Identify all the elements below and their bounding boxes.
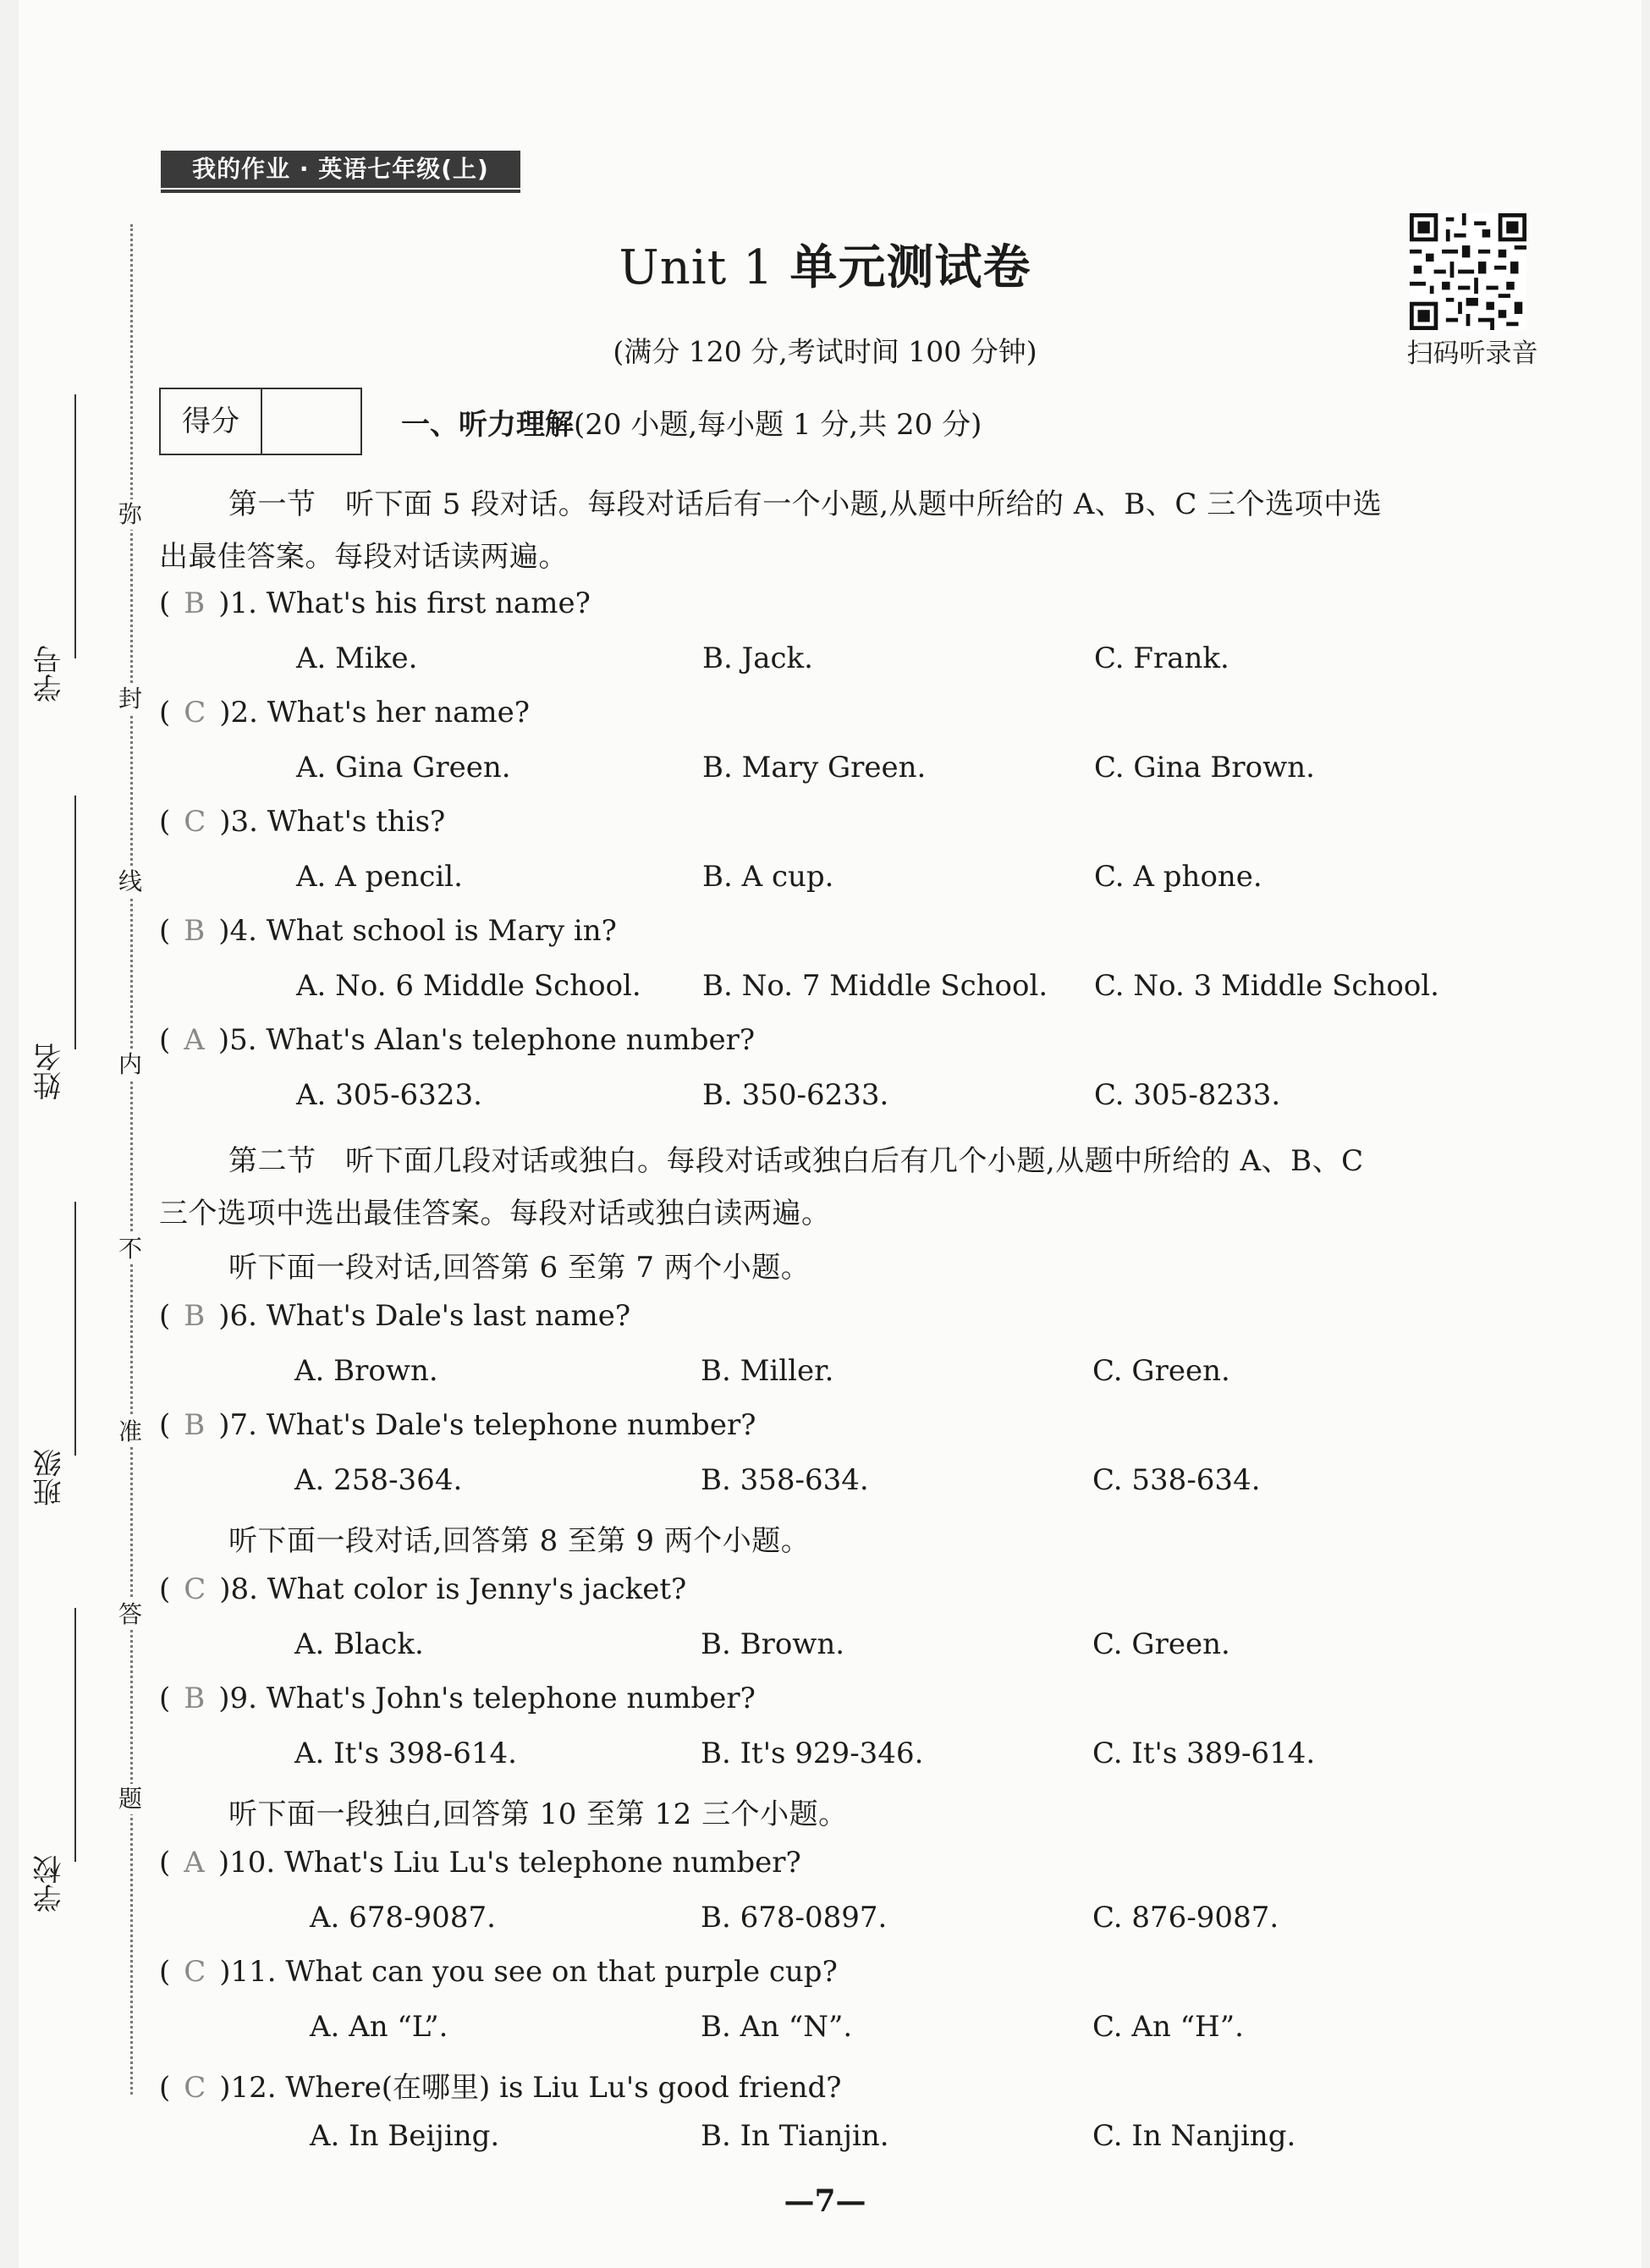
section-title-bold: 一、听力理解 [401,408,574,442]
section-title [401,401,982,443]
option-a: A. Black. [294,1627,424,1661]
seal-char: 线 [115,867,146,897]
name-label: 姓名 [33,1043,67,1100]
option-a: A. It's 398-614. [294,1737,517,1770]
question-stem: 2. What's her name? [230,696,531,729]
answer-6: B [184,1299,206,1333]
question-11: ( C )11. What can you see on that purple cup? [159,1955,838,1989]
question-stem: 9. What's John's telephone number? [229,1682,756,1715]
answer-2: C [184,696,206,729]
option-a: A. Mike. [296,641,418,675]
part1-instruction-line1: 第一节 听下面 5 段对话。每段对话后有一个小题,从题中所给的 A、B、C 三个选项中选 [228,487,1383,521]
option-b: B. Brown. [701,1627,845,1661]
option-b: B. 350-6233. [702,1078,889,1112]
option-a: A. Brown. [294,1354,438,1388]
option-c: C. Green. [1092,1627,1230,1661]
student-id-line[interactable] [74,394,76,658]
title-english: Unit 1 [619,240,774,295]
group-instruction: 听下面一段独白,回答第 10 至第 12 三个小题。 [228,1797,848,1831]
question-stem: 12. Where(在哪里) is Liu Lu's good friend? [230,2071,842,2105]
option-a: A. A pencil. [296,860,463,894]
group-instruction: 听下面一段对话,回答第 6 至第 7 两个小题。 [228,1251,811,1285]
answer-11: C [184,1955,206,1989]
question-2: ( C )2. What's her name? [159,696,531,729]
title-chinese: 单元测试卷 [789,240,1031,295]
exam-info: (满分 120 分,考试时间 100 分钟) [613,335,1037,368]
seal-char: 准 [115,1417,146,1447]
question-stem: 1. What's his first name? [229,586,591,620]
question-stem: 6. What's Dale's last name? [229,1299,631,1333]
option-c: C. A phone. [1094,860,1262,894]
option-a: A. In Beijing. [310,2119,500,2153]
group-instruction: 听下面一段对话,回答第 8 至第 9 两个小题。 [228,1524,811,1558]
option-c: C. 876-9087. [1092,1901,1279,1935]
school-label: 学校 [33,1855,67,1913]
part1-instruction-line2: 出最佳答案。每段对话读两遍。 [159,540,568,574]
answer-12: C [184,2071,206,2105]
part2-instruction-line1: 第二节 听下面几段对话或独白。每段对话或独白后有几个小题,从题中所给的 A、B、C [228,1144,1364,1178]
option-c: C. In Nanjing. [1092,2119,1296,2153]
question-5: ( A )5. What's Alan's telephone number? [159,1023,756,1057]
option-a: A. An “L”. [310,2010,448,2044]
question-stem: 3. What's this? [230,805,446,839]
question-9: ( B )9. What's John's telephone number? [159,1682,756,1715]
score-label: 得分 [161,389,262,454]
option-a: A. 305-6323. [296,1078,482,1112]
option-a: A. No. 6 Middle School. [296,969,641,1003]
option-c: C. Frank. [1094,641,1229,675]
book-tag: 我的作业 · 英语七年级(上) [161,151,520,188]
answer-1: B [184,586,206,620]
option-b: B. A cup. [702,860,834,894]
seal-char: 题 [115,1784,146,1814]
seal-char: 弥 [115,499,146,530]
option-c: C. It's 389-614. [1092,1737,1316,1770]
question-1: ( B )1. What's his first name? [159,586,591,620]
option-c: C. 305-8233. [1094,1078,1281,1112]
option-b: B. It's 929-346. [701,1737,924,1770]
question-stem: 4. What school is Mary in? [229,914,617,948]
question-12: ( C )12. Where(在哪里) is Liu Lu's good friend? [159,2071,842,2105]
option-b: B. Mary Green. [702,751,927,784]
question-3: ( C )3. What's this? [159,805,446,839]
option-b: B. An “N”. [701,2010,853,2044]
question-10: ( A )10. What's Liu Lu's telephone number? [159,1846,801,1880]
question-stem: 11. What can you see on that purple cup? [230,1955,838,1989]
page-title [0,230,1650,298]
student-id-label: 学号 [33,645,67,702]
option-b: B. Jack. [702,641,813,675]
question-8: ( C )8. What color is Jenny's jacket? [159,1572,687,1606]
answer-5: A [184,1023,205,1057]
question-stem: 5. What's Alan's telephone number? [229,1023,756,1057]
answer-10: A [184,1846,205,1880]
seal-char: 封 [115,684,146,714]
section-title-detail: (20 小题,每小题 1 分,共 20 分) [574,408,982,442]
answer-9: B [184,1682,206,1715]
class-line[interactable] [74,1202,76,1456]
option-c: C. Green. [1092,1354,1230,1388]
option-b: B. 358-634. [701,1463,869,1497]
option-c: C. 538-634. [1092,1463,1261,1497]
header-rule [161,190,520,193]
question-stem: 7. What's Dale's telephone number? [229,1408,756,1442]
score-box [159,388,362,455]
option-a: A. 678-9087. [310,1901,496,1935]
name-line[interactable] [74,795,76,1049]
answer-7: B [184,1408,206,1442]
option-b: B. In Tianjin. [701,2119,889,2153]
question-4: ( B )4. What school is Mary in? [159,914,617,948]
seal-char: 不 [115,1234,146,1264]
seal-char: 答 [115,1599,146,1630]
question-7: ( B )7. What's Dale's telephone number? [159,1408,756,1442]
option-c: C. Gina Brown. [1094,751,1315,784]
page-number: —7— [784,2183,866,2219]
option-a: A. 258-364. [294,1463,463,1497]
answer-4: B [184,914,206,948]
question-stem: 8. What color is Jenny's jacket? [230,1572,687,1606]
answer-8: C [184,1572,206,1606]
option-a: A. Gina Green. [296,751,511,784]
qr-code-icon[interactable] [1410,213,1526,330]
school-line[interactable] [74,1608,76,1862]
option-b: B. Miller. [701,1354,834,1388]
option-c: C. No. 3 Middle School. [1094,969,1439,1003]
question-6: ( B )6. What's Dale's last name? [159,1299,631,1333]
seal-char: 内 [115,1049,146,1080]
option-c: C. An “H”. [1092,2010,1244,2044]
answer-3: C [184,805,206,839]
qr-caption: 扫码听录音 [1406,339,1538,369]
question-stem: 10. What's Liu Lu's telephone number? [229,1846,801,1880]
option-b: B. 678-0897. [701,1901,888,1935]
part2-instruction-line2: 三个选项中选出最佳答案。每段对话或独白读两遍。 [159,1197,831,1230]
class-label: 班级 [33,1449,67,1506]
option-b: B. No. 7 Middle School. [702,969,1048,1003]
